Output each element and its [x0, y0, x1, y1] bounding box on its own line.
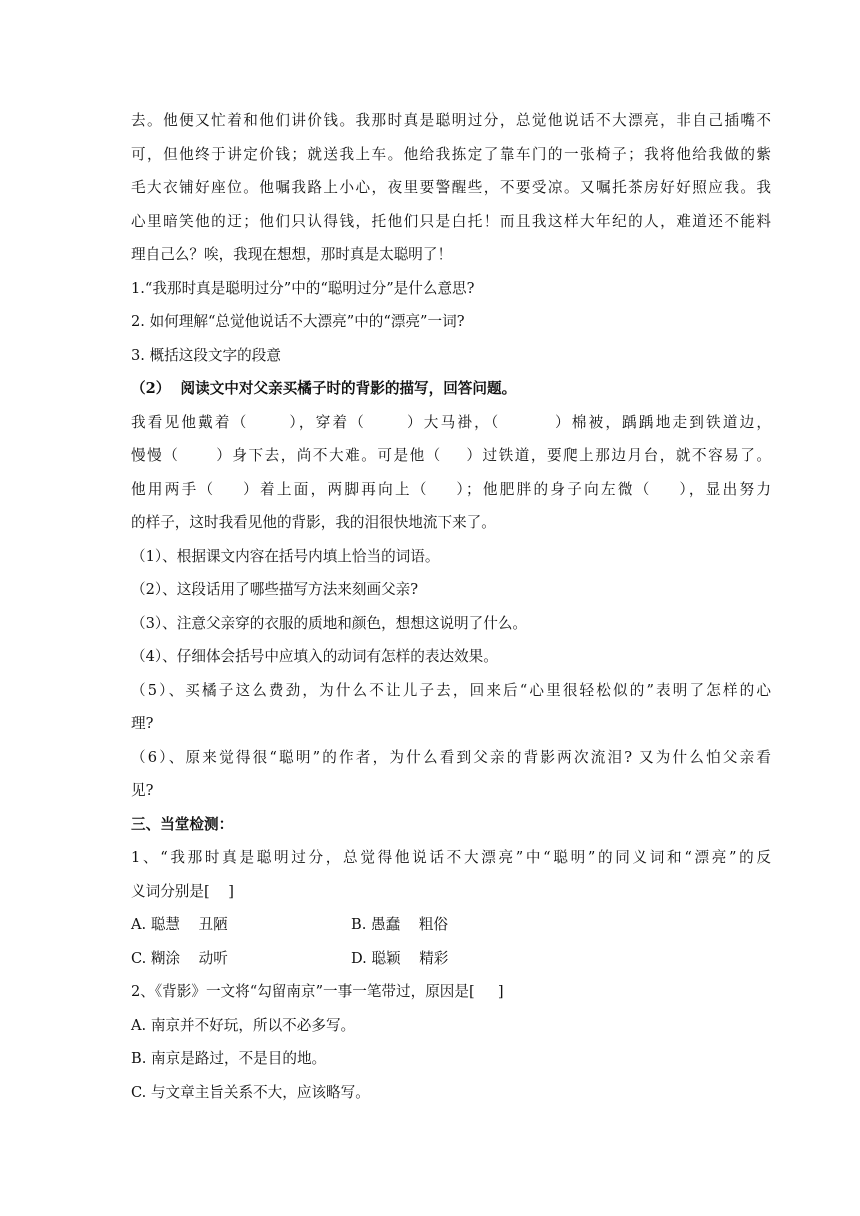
passage-line: 心里暗笑他的迂；他们只认得钱，托他们只是白托！而且我这样大年纪的人，难道还不能料: [131, 212, 771, 230]
section3-heading: 三、当堂检测：: [131, 815, 234, 833]
sub-question-4: （4）、仔细体会括号中应填入的动词有怎样的表达效果。: [131, 648, 498, 665]
option-a: A. 聪慧 丑陋: [131, 916, 228, 933]
section2-heading: （2） 阅读文中对父亲买橘子时的背影的描写，回答问题。: [131, 380, 517, 397]
fill-blank-line: 慢慢（ ）身下去，尚不大难。可是他（ ）过铁道，要爬上那边月台，就不容易了。: [131, 447, 771, 464]
fill-blank-line: 他用两手（ ）着上面，两脚再向上（ ）；他肥胖的身子向左微（ ），显出努力: [131, 480, 771, 498]
options-row: [131, 942, 771, 976]
test-question-1-cont: 义词分别是[ ]: [131, 882, 234, 900]
sub-question-3: （3）、注意父亲穿的衣服的质地和颜色，想想这说明了什么。: [131, 614, 528, 632]
option-c: C. 糊涂 动听: [131, 949, 228, 967]
passage-line: 毛大衣铺好座位。他嘱我路上小心，夜里要警醒些，不要受凉。又嘱托茶房好好照应我。我: [131, 179, 771, 196]
sub-question-5-cont: 理?: [131, 715, 154, 732]
q2-option-b: B. 南京是路过，不是目的地。: [131, 1050, 327, 1067]
sub-question-6-cont: 见?: [131, 782, 154, 799]
q2-option-c: C. 与文章主旨关系不大，应该略写。: [131, 1083, 370, 1101]
options-row: [131, 908, 771, 942]
test-question-1: 1、“我那时真是聪明过分，总觉得他说话不大漂亮”中“聪明”的同义词和“漂亮”的反: [131, 849, 771, 866]
question-2: 2. 如何理解“总觉他说话不大漂亮”中的“漂亮”一词?: [131, 313, 465, 330]
document-content: [131, 104, 771, 1109]
sub-question-5: （5）、买橘子这么费劲，为什么不让儿子去，回来后“心里很轻松似的”表明了怎样的心: [131, 681, 771, 699]
question-1: 1.“我那时真是聪明过分”中的“聪明过分”是什么意思?: [131, 279, 475, 297]
passage-line: 理自己么？唉，我现在想想，那时真是太聪明了！: [131, 246, 453, 263]
option-b: B. 愚蠢 粗俗: [351, 916, 448, 933]
option-d: D. 聪颖 精彩: [351, 949, 449, 967]
sub-question-6: （6）、原来觉得很“聪明”的作者，为什么看到父亲的背影两次流泪? 又为什么怕父亲看: [131, 748, 771, 766]
passage-line: 可，但他终于讲定价钱；就送我上车。他给我拣定了靠车门的一张椅子；我将他给我做的紫: [131, 145, 771, 163]
fill-blank-line: 我看见他戴着（ ），穿着（ ）大马褂，（ ）棉被，踽踽地走到铁道边，: [131, 413, 771, 431]
test-question-2: 2、《背影》一文将“勾留南京”一事一笔带过，原因是[ ]: [131, 983, 504, 1000]
sub-question-1: （1）、根据课文内容在括号内填上恰当的词语。: [131, 547, 440, 565]
sub-question-2: （2）、这段话用了哪些描写方法来刻画父亲?: [131, 581, 419, 598]
passage-line: 去。他便又忙着和他们讲价钱。我那时真是聪明过分，总觉他说话不大漂亮，非自己插嘴不: [131, 112, 771, 129]
fill-blank-line: 的样子，这时我看见他的背影，我的泪很快地流下来了。: [131, 514, 496, 531]
question-3: 3. 概括这段文字的段意: [131, 346, 281, 364]
q2-option-a: A. 南京并不好玩，所以不必多写。: [131, 1016, 356, 1034]
